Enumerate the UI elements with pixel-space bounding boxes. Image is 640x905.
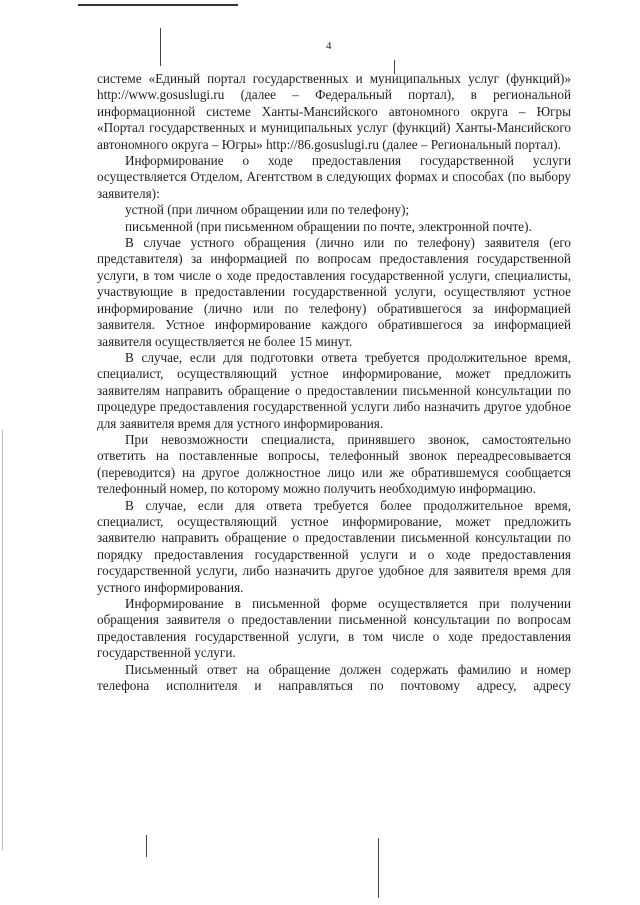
paragraph: При невозможности специалиста, принявшего звонок, самостоятельно ответить на поставленные вопросы, телефонный звонок переадресовывается (переводится) на другое должностное лицо или же обратившемуся сообщается телефонный номер, по которому можно получить необходимую информацию. xyxy=(97,431,571,497)
page-number: 4 xyxy=(326,40,332,52)
paragraph: В случае устного обращения (лично или по телефону) заявителя (его представителя) за информацией по вопросам предоставления государственной услуги, в том числе о ходе предоставления государственной услуги, специалисты, участвующие в предоставлении государственной услуги, осуществляют устное информирование (лично или по телефону) обратившегося за информацией заявителя. Устное информирование каждого обратившегося за информацией заявителя осуществляется не более 15 минут. xyxy=(97,235,571,349)
paragraph: устной (при личном обращении или по телефону); xyxy=(125,202,410,218)
scan-edge-line xyxy=(2,430,3,850)
paragraph: Информирование в письменной форме осуществляется при получении обращения заявителя о предоставлении письменной консультации по вопросам предоставления государственной услуги, в том числе о ходе предоставления государственной услуги. xyxy=(97,596,571,661)
paragraph: Информирование о ходе предоставления государственной услуги осуществляется Отделом, Агентством в следующих формах и способах (по выбору заявителя): xyxy=(97,153,571,201)
paragraph: системе «Единый портал государственных и муниципальных услуг (функций)» http://www.gosuslugi.ru (далее – Федеральный портал), в региональной информационной системе Ханты-Мансийского автономного округа – Югры «Портал государственных и муниципальных услуг (функций) Ханты-Мансийского автономного округа – Югры» http://86.gosuslugi.ru (далее – Региональный портал). xyxy=(97,71,571,152)
scan-mark xyxy=(378,838,379,898)
scan-mark xyxy=(160,28,161,66)
body-text xyxy=(97,71,571,694)
paragraph: письменной (при письменном обращении по почте, электронной почте). xyxy=(125,218,532,234)
paragraph: Письменный ответ на обращение должен содержать фамилию и номер телефона исполнителя и направляться по почтовому адресу, адресу xyxy=(97,661,571,694)
paragraph: В случае, если для подготовки ответа требуется продолжительное время, специалист, осуществляющий устное информирование, может предложить заявителям направить обращение о предоставлении письменной консультации по процедуре предоставления государственной услуги либо назначить другое удобное для заявителя время для устного информирования. xyxy=(97,349,571,431)
paragraph: В случае, если для ответа требуется более продолжительное время, специалист, осуществляющий устное информирование, может предложить заявителю направить обращение о предоставлении письменной консультации по порядку предоставления государственной услуги и о ходе предоставления государственной услуги, либо назначить другое удобное для заявителя время для устного информирования. xyxy=(97,497,571,595)
scan-mark xyxy=(146,835,147,857)
scan-edge-line xyxy=(78,4,238,6)
